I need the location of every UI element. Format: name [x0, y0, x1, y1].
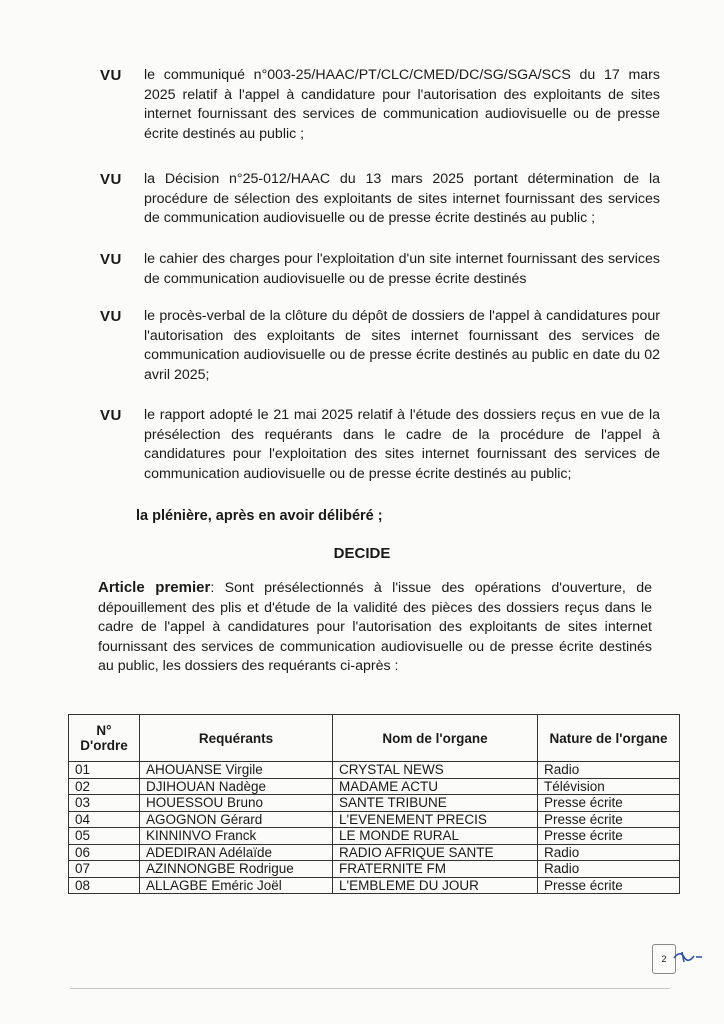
cell-organe: L'EVENEMENT PRECIS [333, 811, 538, 828]
table-row [69, 828, 680, 845]
vu-tag: VU [100, 171, 122, 188]
vu-text: le rapport adopté le 21 mai 2025 relatif à l'étude des dossiers reçus en vue de la présélection des requérants dans le cadre de la procédure de l'appel à candidatures pour l'exploitation des sites internet fournissant des services de communication audiovisuelle ou de presse écrite destinés au public; [144, 407, 660, 482]
cell-num: 03 [69, 795, 140, 812]
table-row [69, 795, 680, 812]
article-premier [98, 578, 652, 677]
table-row [69, 762, 680, 779]
bottom-rule [70, 988, 670, 989]
cell-num: 02 [69, 778, 140, 795]
cell-organe: L'EMBLEME DU JOUR [333, 877, 538, 894]
cell-requerant: KINNINVO Franck [140, 828, 333, 845]
vu-item-1 [100, 66, 660, 144]
vu-item-2 [100, 170, 660, 229]
header-requerants: Requérants [140, 715, 333, 762]
cell-requerant: DJIHOUAN Nadège [140, 778, 333, 795]
cell-nature: Presse écrite [538, 795, 680, 812]
cell-requerant: ALLAGBE Eméric Joël [140, 877, 333, 894]
table-header-row [69, 715, 680, 762]
cell-num: 08 [69, 877, 140, 894]
handwritten-initials [672, 948, 704, 971]
cell-organe: FRATERNITE FM [333, 861, 538, 878]
cell-requerant: HOUESSOU Bruno [140, 795, 333, 812]
cell-nature: Presse écrite [538, 811, 680, 828]
vu-text: le cahier des charges pour l'exploitation d'un site internet fournissant des services de communication audiovisuelle ou de presse écrite destinés [144, 251, 660, 287]
pleniere-statement: la plénière, après en avoir délibéré ; [136, 508, 383, 524]
cell-num: 07 [69, 861, 140, 878]
cell-nature: Radio [538, 762, 680, 779]
cell-num: 04 [69, 811, 140, 828]
header-num: N° D'ordre [69, 715, 140, 762]
vu-text: le communiqué n°003-25/HAAC/PT/CLC/CMED/DC/SG/SGA/SCS du 17 mars 2025 relatif à l'appel à candidature pour l'autorisation des exploitants de sites internet fournissant des services de communication audiovisuelle ou de presse écrite destinés au public ; [144, 67, 660, 142]
table-row [69, 778, 680, 795]
cell-requerant: AHOUANSE Virgile [140, 762, 333, 779]
vu-item-4 [100, 307, 660, 385]
cell-organe: LE MONDE RURAL [333, 828, 538, 845]
cell-organe: SANTE TRIBUNE [333, 795, 538, 812]
header-nature-organe: Nature de l'organe [538, 715, 680, 762]
table-row [69, 844, 680, 861]
cell-requerant: ADEDIRAN Adélaïde [140, 844, 333, 861]
vu-tag: VU [100, 407, 122, 424]
page-number: 2 [652, 944, 676, 974]
cell-organe: RADIO AFRIQUE SANTE [333, 844, 538, 861]
article-label: Article premier [98, 579, 211, 596]
cell-num: 01 [69, 762, 140, 779]
cell-nature: Télévision [538, 778, 680, 795]
cell-requerant: AZINNONGBE Rodrigue [140, 861, 333, 878]
vu-tag: VU [100, 67, 122, 84]
cell-organe: CRYSTAL NEWS [333, 762, 538, 779]
requerants-table [68, 714, 680, 894]
vu-text: le procès-verbal de la clôture du dépôt de dossiers de l'appel à candidatures pour l'autorisation des exploitants de sites internet fournissant des services de communication audiovisuelle ou de presse écrite destinés au public en date du 02 avril 2025; [144, 308, 660, 383]
cell-nature: Radio [538, 861, 680, 878]
vu-item-5 [100, 406, 660, 484]
cell-num: 05 [69, 828, 140, 845]
vu-tag: VU [100, 308, 122, 325]
table-row [69, 861, 680, 878]
table-row [69, 811, 680, 828]
vu-item-3 [100, 250, 660, 289]
cell-nature: Presse écrite [538, 828, 680, 845]
vu-tag: VU [100, 251, 122, 268]
cell-requerant: AGOGNON Gérard [140, 811, 333, 828]
decide-heading: DECIDE [333, 545, 391, 562]
table-row [69, 877, 680, 894]
cell-nature: Radio [538, 844, 680, 861]
initials-mark-icon [672, 948, 704, 966]
article-text: : Sont présélectionnés à l'issue des opérations d'ouverture, de dépouillement des plis et d'étude de la validité des pièces des dossiers reçus dans le cadre de l'appel à candidatures pour l'autorisation des exploitants de sites internet fournissant des services de communication audiovisuelle ou de presse écrite destinés au public, les dossiers des requérants ci-après : [98, 580, 652, 674]
cell-num: 06 [69, 844, 140, 861]
header-nom-organe: Nom de l'organe [333, 715, 538, 762]
vu-text: la Décision n°25-012/HAAC du 13 mars 2025 portant détermination de la procédure de sélection des exploitants de sites internet fournissant des services de communication audiovisuelle ou de presse écrite destinés au public ; [144, 171, 660, 226]
cell-nature: Presse écrite [538, 877, 680, 894]
cell-organe: MADAME ACTU [333, 778, 538, 795]
